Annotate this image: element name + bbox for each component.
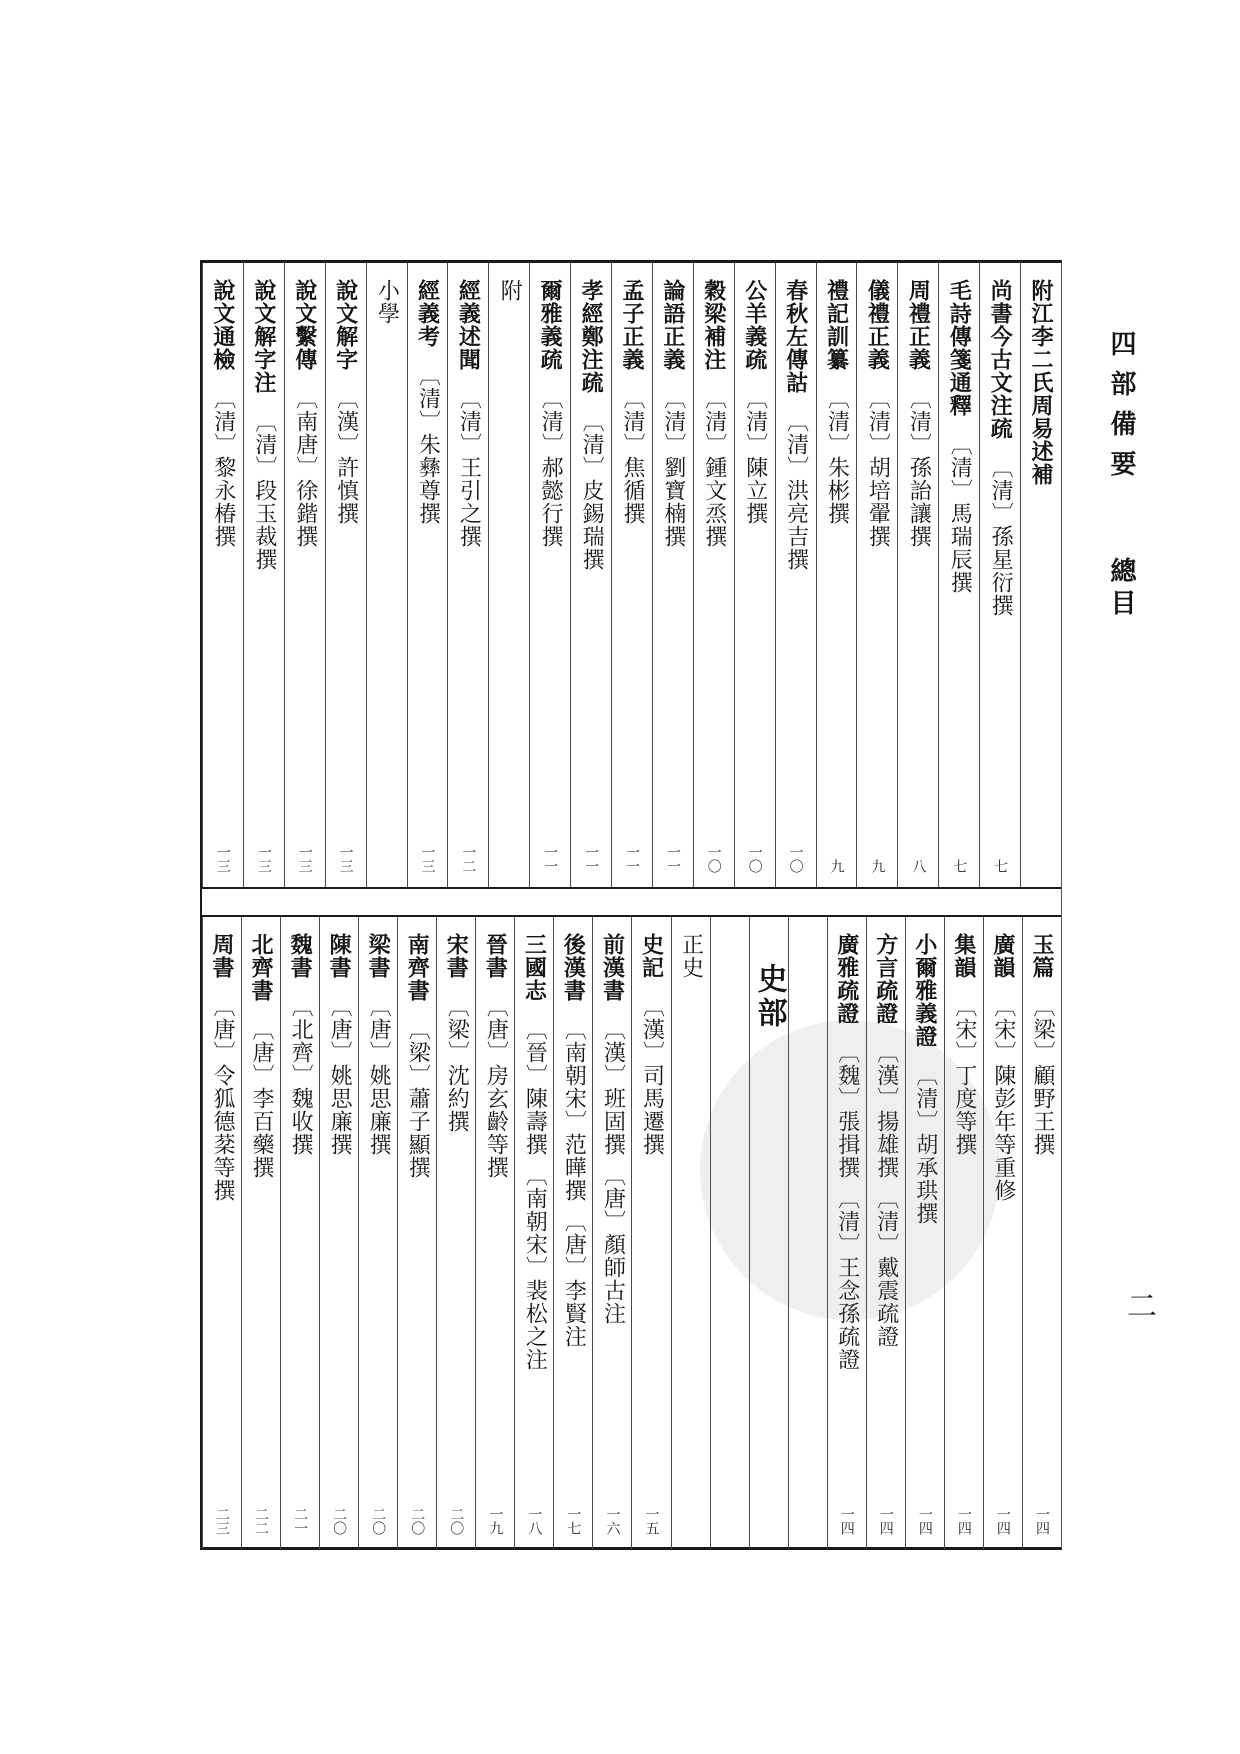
entry-title: 周禮正義 xyxy=(905,279,932,371)
entry-author: 〔清〕皮錫瑞撰 xyxy=(579,410,605,571)
catalog-entry xyxy=(529,263,570,887)
entry-author: 〔宋〕丁度等撰 xyxy=(951,995,977,1156)
entry-author: 〔漢〕班固撰 〔唐〕顏師古注 xyxy=(600,1018,626,1325)
entry-title: 毛詩傳箋通釋 xyxy=(946,279,973,417)
entry-title: 史部 xyxy=(751,963,787,1031)
entry-page-number: 一九 xyxy=(487,1507,504,1535)
band-divider xyxy=(202,887,1061,917)
catalog-entry xyxy=(734,263,775,887)
entry-author: 〔清〕胡承珙撰 xyxy=(912,1064,938,1225)
catalog-entry xyxy=(693,263,734,887)
entry-title: 方言疏證 xyxy=(872,933,899,1025)
entry-text xyxy=(287,933,314,1156)
catalog-entry xyxy=(514,917,553,1549)
entry-author: 〔梁〕蕭子顯撰 xyxy=(405,1018,431,1179)
entry-text xyxy=(638,933,665,1156)
catalog-entry xyxy=(570,263,611,887)
entry-title: 史記 xyxy=(638,933,665,979)
entry-page-number: 一一 xyxy=(583,845,600,873)
entry-page-number: 一四 xyxy=(838,1507,855,1535)
entry-title: 小學 xyxy=(374,279,400,325)
entry-author: 〔清〕朱彝尊撰 xyxy=(415,364,441,525)
entry-author: 〔漢〕司馬遷撰 xyxy=(639,995,665,1156)
catalog-entry xyxy=(1020,263,1061,887)
entry-page-number: 七 xyxy=(992,859,1009,873)
entry-page-number: 一一 xyxy=(542,845,559,873)
entry-text xyxy=(248,933,275,1179)
entry-text xyxy=(332,279,359,525)
entry-page-number: 一三 xyxy=(214,845,231,873)
catalog-entry xyxy=(816,263,857,887)
entry-text xyxy=(208,933,235,1202)
entry-text xyxy=(291,279,318,548)
entry-page-number: 二〇 xyxy=(409,1507,426,1535)
entry-title: 北齊書 xyxy=(248,933,275,1002)
entry-page-number: 二一 xyxy=(292,1507,309,1535)
entry-title: 經義考 xyxy=(414,279,441,348)
entry-title: 孟子正義 xyxy=(618,279,645,371)
entry-title: 說文解字 xyxy=(332,279,359,371)
catalog-entry xyxy=(447,263,488,887)
entry-text xyxy=(414,279,441,525)
entry-text xyxy=(497,279,523,302)
entry-page-number: 八 xyxy=(910,859,927,873)
catalog-entry xyxy=(1022,917,1061,1549)
entry-title: 三國志 xyxy=(521,933,548,1002)
entry-title: 魏書 xyxy=(287,933,314,979)
entry-text xyxy=(404,933,431,1179)
entry-page-number: 二〇 xyxy=(331,1507,348,1535)
entry-page-number: 一一 xyxy=(664,845,681,873)
catalog-entry xyxy=(983,917,1022,1549)
catalog-frame xyxy=(200,260,1062,1550)
catalog-entry xyxy=(979,263,1020,887)
entry-text xyxy=(455,279,482,548)
entry-page-number: 一〇 xyxy=(746,845,763,873)
entry-author: 〔清〕陳立撰 xyxy=(742,387,768,525)
entry-text xyxy=(987,279,1014,617)
entry-text xyxy=(578,279,605,571)
catalog-entry xyxy=(436,917,475,1549)
entry-title: 爾雅義疏 xyxy=(537,279,564,371)
entry-author: 〔梁〕顧野王撰 xyxy=(1029,995,1055,1156)
entry-text xyxy=(618,279,645,525)
entry-author: 〔清〕郝懿行撰 xyxy=(538,387,564,548)
section-title: 總目 xyxy=(1106,557,1136,622)
entry-author: 〔唐〕姚思廉撰 xyxy=(327,995,353,1156)
entry-page-number: 一七 xyxy=(565,1507,582,1535)
page-number: 二 xyxy=(1121,1290,1156,1320)
entry-page-number: 二三 xyxy=(213,1507,230,1535)
entry-author: 〔晉〕陳壽撰 〔南朝宋〕裴松之注 xyxy=(522,1018,548,1371)
entry-author: 〔魏〕張揖撰 〔清〕王念孫疏證 xyxy=(834,1041,860,1371)
entry-author: 〔漢〕揚雄撰 〔清〕戴震疏證 xyxy=(873,1041,899,1348)
entry-text xyxy=(376,279,398,325)
entry-page-number: 一八 xyxy=(526,1507,543,1535)
entry-text xyxy=(560,933,587,1348)
entry-title: 公羊義疏 xyxy=(741,279,768,371)
entry-text xyxy=(537,279,564,548)
catalog-entry xyxy=(592,917,631,1549)
entry-title: 陳書 xyxy=(326,933,353,979)
entry-title: 禮記訓纂 xyxy=(823,279,850,371)
entry-author: 〔清〕黎永椿撰 xyxy=(210,387,236,548)
entry-title: 春秋左傳詁 xyxy=(782,279,809,394)
entry-text xyxy=(680,933,702,979)
entry-page-number: 一四 xyxy=(877,1507,894,1535)
entry-text xyxy=(782,279,809,571)
entry-text xyxy=(326,933,353,1156)
catalog-entry xyxy=(280,917,319,1549)
entry-author: 〔清〕孫星衍撰 xyxy=(988,456,1014,617)
entry-text xyxy=(823,279,850,525)
entry-page-number: 二〇 xyxy=(448,1507,465,1535)
entry-title: 附江李二氏周易述補 xyxy=(1028,279,1055,486)
entry-author: 〔清〕劉寶楠撰 xyxy=(660,387,686,548)
running-header xyxy=(1100,330,1140,621)
entry-text xyxy=(1028,933,1055,1156)
entry-text xyxy=(905,279,932,548)
entry-page-number: 一〇 xyxy=(787,845,804,873)
entry-text xyxy=(599,933,626,1325)
entry-author: 〔唐〕李百藥撰 xyxy=(249,1018,275,1179)
entry-title: 儀禮正義 xyxy=(864,279,891,371)
entry-title: 正史 xyxy=(678,933,704,979)
entry-title: 說文解字注 xyxy=(250,279,277,394)
entry-title: 穀梁補注 xyxy=(700,279,727,371)
catalog-entry xyxy=(475,917,514,1549)
entry-text xyxy=(482,933,509,1179)
entry-title: 附 xyxy=(497,279,523,302)
catalog-entry xyxy=(553,917,592,1549)
entry-title: 宋書 xyxy=(443,933,470,979)
entry-title: 前漢書 xyxy=(599,933,626,1002)
entry-page-number: 一〇 xyxy=(705,845,722,873)
entry-text xyxy=(700,279,727,548)
entry-text xyxy=(209,279,236,548)
entry-page-number: 七 xyxy=(951,859,968,873)
section-heading xyxy=(366,263,407,887)
entry-text xyxy=(250,279,277,571)
entry-author: 〔宋〕陳彭年等重修 xyxy=(990,995,1016,1202)
catalog-entry xyxy=(243,263,284,887)
catalog-entry xyxy=(202,263,243,887)
entry-author: 〔清〕焦循撰 xyxy=(619,387,645,525)
entry-title: 周書 xyxy=(208,933,235,979)
entry-title: 尚書今古文注疏 xyxy=(987,279,1014,440)
entry-page-number: 一三 xyxy=(337,845,354,873)
entry-title: 南齊書 xyxy=(404,933,431,1002)
catalog-entry xyxy=(407,263,448,887)
entry-author: 〔梁〕沈約撰 xyxy=(444,995,470,1133)
entry-page-number: 一五 xyxy=(643,1507,660,1535)
entry-page-number: 二二 xyxy=(253,1507,270,1535)
entry-page-number: 一六 xyxy=(604,1507,621,1535)
catalog-entry xyxy=(358,917,397,1549)
entry-text xyxy=(751,963,787,1031)
entry-author: 〔清〕朱彬撰 xyxy=(824,387,850,525)
entry-title: 玉篇 xyxy=(1028,933,1055,979)
catalog-entry xyxy=(938,263,979,887)
entry-title: 梁書 xyxy=(365,933,392,979)
entry-author: 〔唐〕姚思廉撰 xyxy=(366,995,392,1156)
entry-page-number: 二〇 xyxy=(370,1507,387,1535)
entry-title: 說文繫傳 xyxy=(291,279,318,371)
catalog-entry xyxy=(611,263,652,887)
entry-title: 後漢書 xyxy=(560,933,587,1002)
entry-author: 〔唐〕房玄齡等撰 xyxy=(483,995,509,1179)
entry-author: 〔南朝宋〕范曄撰 〔唐〕李賢注 xyxy=(561,1018,587,1348)
entry-title: 小爾雅義證 xyxy=(911,933,938,1048)
entry-page-number: 一三 xyxy=(296,845,313,873)
entry-page-number: 九 xyxy=(828,859,845,873)
entry-text xyxy=(443,933,470,1133)
entry-title: 經義述聞 xyxy=(455,279,482,371)
entry-title: 集韻 xyxy=(950,933,977,979)
catalog-entry xyxy=(325,263,366,887)
catalog-entry xyxy=(319,917,358,1549)
catalog-entry xyxy=(202,917,241,1549)
section-heading xyxy=(488,263,529,887)
catalog-entry xyxy=(241,917,280,1549)
entry-title: 論語正義 xyxy=(659,279,686,371)
entry-title: 廣雅疏證 xyxy=(833,933,860,1025)
entry-page-number: 一三 xyxy=(419,845,436,873)
catalog-entry xyxy=(856,263,897,887)
entry-text xyxy=(659,279,686,548)
catalog-entry xyxy=(897,263,938,887)
entry-author: 〔清〕王引之撰 xyxy=(456,387,482,548)
catalog-entry xyxy=(631,917,670,1549)
entry-page-number: 一二 xyxy=(460,845,477,873)
entry-text xyxy=(864,279,891,548)
entry-author: 〔清〕馬瑞辰撰 xyxy=(947,433,973,594)
entry-title: 孝經鄭注疏 xyxy=(578,279,605,394)
entry-author: 〔清〕孫詒讓撰 xyxy=(906,387,932,548)
top-band xyxy=(202,263,1061,887)
entry-text xyxy=(521,933,548,1371)
entry-author: 〔漢〕許慎撰 xyxy=(333,387,359,525)
entry-page-number: 九 xyxy=(869,859,886,873)
entry-text xyxy=(946,279,973,594)
catalog-entry xyxy=(775,263,816,887)
entry-page-number: 一三 xyxy=(255,845,272,873)
section-heading xyxy=(671,917,710,1549)
entry-page-number: 一四 xyxy=(1033,1507,1050,1535)
entry-title: 說文通檢 xyxy=(209,279,236,371)
entry-title: 廣韻 xyxy=(989,933,1016,979)
entry-author: 〔南唐〕徐鍇撰 xyxy=(292,387,318,548)
entry-text xyxy=(1028,279,1055,486)
entry-author: 〔清〕洪亮吉撰 xyxy=(783,410,809,571)
book-title: 四部備要 xyxy=(1106,330,1136,490)
catalog-entry xyxy=(284,263,325,887)
entry-author: 〔北齊〕魏收撰 xyxy=(288,995,314,1156)
entry-text xyxy=(365,933,392,1156)
entry-page-number: 一四 xyxy=(955,1507,972,1535)
entry-author: 〔清〕段玉裁撰 xyxy=(251,410,277,571)
entry-title: 晉書 xyxy=(482,933,509,979)
entry-page-number: 一一 xyxy=(623,845,640,873)
entry-author: 〔清〕鍾文烝撰 xyxy=(701,387,727,548)
catalog-entry xyxy=(652,263,693,887)
entry-page-number: 一四 xyxy=(994,1507,1011,1535)
entry-author: 〔清〕胡培翬撰 xyxy=(865,387,891,548)
entry-author: 〔唐〕令狐德棻等撰 xyxy=(209,995,235,1202)
catalog-entry xyxy=(397,917,436,1549)
entry-text xyxy=(741,279,768,525)
entry-page-number: 一四 xyxy=(916,1507,933,1535)
